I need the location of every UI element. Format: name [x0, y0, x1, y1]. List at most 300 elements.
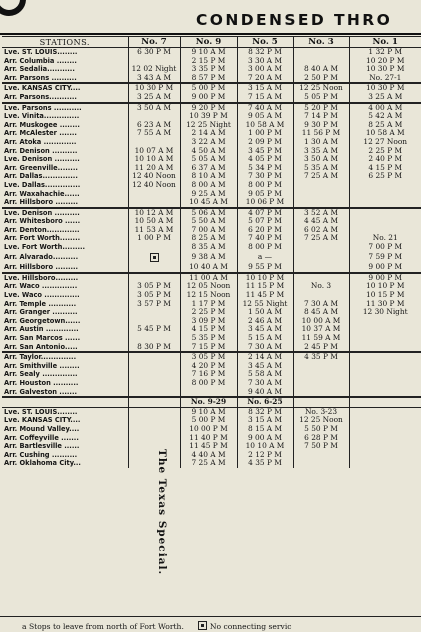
station-name: Arr. McAlester ....... — [4, 129, 77, 138]
time-cell: 7 30 A M — [237, 343, 293, 353]
time-cell: 10 10 P M — [237, 273, 293, 283]
time-cell: 10 39 P M — [180, 112, 237, 121]
time-cell: 4 45 A M — [293, 217, 349, 226]
table-row — [2, 172, 421, 181]
table-row — [2, 181, 421, 190]
section-header-cell: No. 9-29 — [180, 397, 237, 407]
time-cell: 4 40 A M — [180, 451, 237, 460]
time-cell — [128, 459, 180, 468]
time-cell — [128, 434, 180, 443]
time-cell: 10 06 P M — [237, 198, 293, 208]
time-cell: 5 00 P M — [180, 416, 237, 425]
time-cell: 5 50 A M — [180, 217, 237, 226]
time-cell — [128, 352, 180, 362]
time-cell: 2 50 P M — [293, 74, 349, 84]
time-cell: 5 50 P M — [293, 425, 349, 434]
table-row — [2, 343, 421, 353]
time-cell: 7 25 A M — [180, 459, 237, 468]
time-cell — [128, 263, 180, 273]
time-cell — [128, 370, 180, 379]
column-header: No. 3 — [293, 37, 349, 48]
time-cell: 9 00 P M — [349, 263, 421, 273]
time-cell: 8 45 A M — [293, 308, 349, 317]
table-row — [2, 434, 421, 443]
table-row — [2, 442, 421, 451]
time-cell: 9 25 A M — [180, 190, 237, 199]
table-row — [2, 93, 421, 103]
time-cell: 10 00 A M — [293, 317, 349, 326]
time-cell — [128, 308, 180, 317]
table-row — [2, 407, 421, 416]
time-cell: 6 37 A M — [180, 164, 237, 173]
time-cell: 5 05 P M — [293, 93, 349, 103]
time-cell — [349, 407, 421, 416]
table-row — [2, 263, 421, 273]
time-cell — [128, 138, 180, 147]
station-name: Arr. Parsons........... — [4, 92, 77, 101]
time-cell — [349, 379, 421, 388]
time-cell: 3 57 P M — [128, 300, 180, 309]
time-cell — [349, 416, 421, 425]
station-name: Lve. Parsons ........... — [2, 103, 128, 113]
time-cell: 10 10 P M — [349, 282, 421, 291]
time-cell — [293, 198, 349, 208]
station-name: Arr. Greenville........ — [4, 163, 78, 172]
time-cell — [128, 198, 180, 208]
table-row — [2, 300, 421, 309]
time-cell — [293, 388, 349, 398]
time-cell: 3 15 A M — [237, 83, 293, 93]
time-cell — [349, 442, 421, 451]
time-cell: 7 40 P M — [237, 234, 293, 243]
table-row — [2, 243, 421, 252]
time-cell: 11 45 P M — [237, 291, 293, 300]
texas-special-label: The Texas Special. — [156, 449, 168, 576]
time-cell: 3 43 A M — [128, 74, 180, 84]
time-cell — [128, 451, 180, 460]
station-name: Lve. Vinita.............. — [4, 112, 80, 121]
no-connection-icon — [150, 253, 159, 262]
time-cell: 9 55 P M — [237, 263, 293, 273]
station-name: Arr. Hillsboro ......... — [4, 263, 79, 272]
time-cell — [349, 352, 421, 362]
time-cell: 8 35 A M — [180, 243, 237, 252]
time-cell: 12 25 Night — [180, 121, 237, 130]
time-cell: 8 32 P M — [237, 407, 293, 416]
time-cell: 12 25 Noon — [293, 83, 349, 93]
time-cell: 7 00 A M — [180, 226, 237, 235]
time-cell: 2 45 P M — [293, 343, 349, 353]
time-cell: 3 45 A M — [237, 362, 293, 371]
time-cell: 12 27 Noon — [349, 138, 421, 147]
time-cell: No. 3-23 — [293, 407, 349, 416]
time-cell: 7 30 P M — [237, 172, 293, 181]
station-name: Arr. Denison .......... — [4, 146, 78, 155]
timetable — [2, 36, 421, 468]
time-cell: 3 35 P M — [180, 65, 237, 74]
time-cell: 10 20 P M — [349, 57, 421, 66]
table-row — [2, 65, 421, 74]
time-cell: 3 22 A M — [180, 138, 237, 147]
table-row — [2, 48, 421, 57]
station-name: Arr. Georgetown...... — [4, 316, 81, 325]
section-header-cell — [349, 397, 421, 407]
station-name: Arr. Sealy .............. — [4, 370, 78, 379]
time-cell: 7 50 P M — [293, 442, 349, 451]
time-cell: 9 10 A M — [180, 407, 237, 416]
station-name: Arr. Taylor.............. — [2, 352, 128, 362]
time-cell: 10 40 A M — [180, 263, 237, 273]
time-cell — [349, 217, 421, 226]
time-cell — [128, 112, 180, 121]
page-title: CONDENSED THRO — [196, 11, 393, 29]
column-header: No. 1 — [349, 37, 421, 48]
time-cell: 10 50 A M — [128, 217, 180, 226]
time-cell: 8 40 A M — [293, 65, 349, 74]
time-cell: 11 56 P M — [293, 129, 349, 138]
time-cell — [128, 57, 180, 66]
station-name: Arr. Sedalia........... — [4, 65, 75, 74]
time-cell: 5 05 A M — [180, 155, 237, 164]
table-row — [2, 291, 421, 300]
time-cell: 10 15 P M — [349, 291, 421, 300]
time-cell — [293, 190, 349, 199]
time-cell: 3 45 A M — [237, 325, 293, 334]
station-name: Arr. Muskogee ........ — [4, 120, 80, 129]
time-cell: 8 57 P M — [180, 74, 237, 84]
time-cell: 1 00 P M — [128, 234, 180, 243]
station-name: Arr. Whitesboro ...... — [4, 217, 81, 226]
time-cell: 4 15 P M — [349, 164, 421, 173]
time-cell: 5 20 P M — [293, 103, 349, 113]
time-cell: 10 07 A M — [128, 147, 180, 156]
time-cell: 10 10 A M — [128, 155, 180, 164]
table-row — [2, 147, 421, 156]
time-cell: 12 40 Noon — [128, 181, 180, 190]
time-cell — [349, 181, 421, 190]
station-name: Arr. Denton............. — [4, 225, 80, 234]
section-header-cell — [2, 397, 128, 407]
time-cell: 7 30 A M — [237, 379, 293, 388]
table-row — [2, 334, 421, 343]
time-cell: 11 00 A M — [180, 273, 237, 283]
time-cell — [128, 425, 180, 434]
time-cell: No. 21 — [349, 234, 421, 243]
station-name: Arr. Austin ............. — [4, 325, 79, 334]
time-cell — [349, 343, 421, 353]
table-row — [2, 83, 421, 93]
station-name: Arr. Mound Valley.... — [4, 424, 80, 433]
table-row — [2, 370, 421, 379]
table-row — [2, 208, 421, 218]
time-cell: 2 14 A M — [180, 129, 237, 138]
time-cell: 9 40 A M — [237, 388, 293, 398]
time-cell: 3 30 A M — [237, 57, 293, 66]
time-cell: 8 00 P M — [237, 181, 293, 190]
time-cell — [128, 252, 180, 264]
time-cell: 4 15 P M — [180, 325, 237, 334]
table-row — [2, 317, 421, 326]
time-cell — [349, 362, 421, 371]
time-cell — [128, 273, 180, 283]
time-cell — [128, 388, 180, 398]
time-cell: 12 15 Noon — [180, 291, 237, 300]
time-cell: 2 09 P M — [237, 138, 293, 147]
time-cell — [293, 370, 349, 379]
time-cell: 9 38 A M — [180, 252, 237, 264]
time-cell — [349, 334, 421, 343]
table-row — [2, 198, 421, 208]
station-name: Arr. San Marcos ...... — [4, 334, 81, 342]
footnote — [0, 616, 421, 632]
time-cell: 9 05 A M — [237, 112, 293, 121]
time-cell: 7 30 A M — [293, 300, 349, 309]
table-row — [2, 129, 421, 138]
time-cell: 7 14 P M — [293, 112, 349, 121]
time-cell: 1 17 P M — [180, 300, 237, 309]
time-cell: 1 50 A M — [237, 308, 293, 317]
table-row — [2, 325, 421, 334]
time-cell: 5 15 A M — [237, 334, 293, 343]
time-cell — [128, 379, 180, 388]
time-cell: 11 45 P M — [180, 442, 237, 451]
table-row — [2, 362, 421, 371]
station-name: Arr. Temple ........... — [4, 299, 77, 308]
time-cell: 8 10 A M — [180, 172, 237, 181]
time-cell: 12 25 Noon — [293, 416, 349, 425]
time-cell: 4 35 P M — [237, 459, 293, 468]
time-cell — [128, 407, 180, 416]
time-cell: 6 23 A M — [128, 121, 180, 130]
time-cell: 9 00 P M — [349, 273, 421, 283]
time-cell: 3 50 A M — [128, 103, 180, 113]
time-cell: 2 46 A M — [237, 317, 293, 326]
time-cell: 4 07 P M — [237, 208, 293, 218]
time-cell — [293, 181, 349, 190]
time-cell — [293, 263, 349, 273]
time-cell — [293, 243, 349, 252]
time-cell — [293, 379, 349, 388]
time-cell — [349, 425, 421, 434]
time-cell: 4 20 P M — [180, 362, 237, 371]
time-cell: 4 00 A M — [349, 103, 421, 113]
station-name: Arr. Columbia ........ — [4, 56, 77, 65]
time-cell: 12 40 Noon — [128, 172, 180, 181]
time-cell: 9 10 A M — [180, 48, 237, 57]
time-cell — [349, 459, 421, 468]
table-row — [2, 190, 421, 199]
time-cell — [293, 252, 349, 264]
time-cell: 3 05 P M — [180, 352, 237, 362]
time-cell: 12 30 Night — [349, 308, 421, 317]
time-cell: 7 20 A M — [237, 74, 293, 84]
time-cell: 3 05 P M — [128, 282, 180, 291]
time-cell: 9 00 P M — [180, 93, 237, 103]
station-name: Arr. Galveston ....... — [4, 387, 77, 396]
table-row — [2, 121, 421, 130]
title-rule — [0, 33, 421, 35]
station-name: Lve. KANSAS CITY.... — [2, 83, 128, 93]
footnote-text-1: a Stops to leave from north of Fort Worth. — [22, 622, 184, 631]
time-cell: 12 02 Night — [128, 65, 180, 74]
time-cell: 7 00 P M — [349, 243, 421, 252]
section-header-cell — [293, 397, 349, 407]
time-cell: 8 00 A M — [180, 181, 237, 190]
column-header: No. 9 — [180, 37, 237, 48]
station-name: Arr. Smithville ........ — [4, 361, 80, 370]
table-row — [2, 103, 421, 113]
time-cell — [128, 334, 180, 343]
station-name: Arr. Bartlesville ...... — [4, 442, 80, 451]
station-name: Arr. Fort Worth........ — [4, 234, 81, 243]
time-cell: 6 25 P M — [349, 172, 421, 181]
section-header-row — [2, 397, 421, 407]
time-cell — [128, 416, 180, 425]
station-name: Arr. San Antonio..... — [4, 342, 78, 351]
time-cell — [128, 442, 180, 451]
decorative-arc — [0, 0, 26, 16]
station-name: Lve. Dallas.............. — [4, 180, 81, 189]
table-row — [2, 138, 421, 147]
time-cell: 3 09 P M — [180, 317, 237, 326]
time-cell: 2 40 P M — [349, 155, 421, 164]
time-cell: 11 15 P M — [237, 282, 293, 291]
station-name: Arr. Granger .......... — [4, 308, 78, 317]
table-row — [2, 112, 421, 121]
station-name: Lve. ST. LOUIS........ — [4, 407, 78, 416]
time-cell: 3 52 A M — [293, 208, 349, 218]
time-cell: 10 58 A M — [349, 129, 421, 138]
station-name: Arr. Dallas.............. — [4, 172, 78, 181]
time-cell: 7 15 A M — [237, 93, 293, 103]
time-cell — [349, 226, 421, 235]
station-name: Lve. Waco .............. — [4, 291, 80, 300]
time-cell: 7 25 A M — [293, 234, 349, 243]
section-header-cell: No. 6-25 — [237, 397, 293, 407]
table-row — [2, 416, 421, 425]
time-cell: 10 30 P M — [349, 83, 421, 93]
time-cell: 7 59 P M — [349, 252, 421, 264]
time-cell: 7 15 P M — [180, 343, 237, 353]
section-header-cell — [128, 397, 180, 407]
time-cell: 10 10 A M — [237, 442, 293, 451]
time-cell — [293, 451, 349, 460]
time-cell — [349, 434, 421, 443]
time-cell: 4 35 P M — [293, 352, 349, 362]
station-name: Lve. Denison .......... — [2, 208, 128, 218]
station-name: Arr. Hillsboro ......... — [4, 198, 79, 207]
time-cell: 1 32 P M — [349, 48, 421, 57]
time-cell: 11 20 A M — [128, 164, 180, 173]
time-cell: 5 35 A M — [293, 164, 349, 173]
table-row — [2, 425, 421, 434]
table-row — [2, 459, 421, 468]
time-cell: 11 59 A M — [293, 334, 349, 343]
table-row — [2, 379, 421, 388]
station-name: Lve. Fort Worth......... — [4, 243, 86, 252]
time-cell: 10 45 A M — [180, 198, 237, 208]
time-cell: 6 20 P M — [237, 226, 293, 235]
station-name: Lve. KANSAS CITY.... — [4, 416, 81, 425]
time-cell: 6 02 A M — [293, 226, 349, 235]
time-cell: 12 55 Night — [237, 300, 293, 309]
time-cell — [128, 190, 180, 199]
station-name: Lve. Denison .......... — [4, 155, 80, 164]
time-cell: No. 27-1 — [349, 74, 421, 84]
table-row — [2, 74, 421, 84]
time-cell: 3 25 A M — [128, 93, 180, 103]
time-cell: 10 12 A M — [128, 208, 180, 218]
time-cell: 8 15 A M — [237, 425, 293, 434]
table-row — [2, 234, 421, 243]
time-cell: 9 05 P M — [237, 190, 293, 199]
time-cell: 2 25 P M — [180, 308, 237, 317]
station-name: Arr. Alvarado.......... — [4, 252, 79, 262]
time-cell: 5 45 P M — [128, 325, 180, 334]
time-cell — [293, 48, 349, 57]
table-row — [2, 282, 421, 291]
station-name: Arr. Oklahoma City... — [4, 459, 81, 468]
station-name: Lve. Hillsboro......... — [2, 273, 128, 283]
time-cell: 5 34 P M — [237, 164, 293, 173]
time-cell: 6 30 P M — [128, 48, 180, 57]
table-row — [2, 57, 421, 66]
table-row — [2, 164, 421, 173]
time-cell: 3 50 A M — [293, 155, 349, 164]
time-cell: 3 15 A M — [237, 416, 293, 425]
time-cell: 8 00 P M — [237, 243, 293, 252]
table-row — [2, 155, 421, 164]
station-name: Arr. Coffeyville ....... — [4, 433, 79, 442]
time-cell: a — — [237, 252, 293, 264]
time-cell: 3 00 A M — [237, 65, 293, 74]
time-cell: 5 07 P M — [237, 217, 293, 226]
time-cell: 3 35 A M — [293, 147, 349, 156]
time-cell — [128, 362, 180, 371]
table-row — [2, 308, 421, 317]
time-cell: 8 25 A M — [349, 121, 421, 130]
time-cell: 1 00 P M — [237, 129, 293, 138]
time-cell — [349, 388, 421, 398]
footnote-text-2: No connecting servic — [209, 622, 292, 631]
time-cell: 3 05 P M — [128, 291, 180, 300]
time-cell: 8 00 P M — [180, 379, 237, 388]
time-cell: 1 30 A M — [293, 138, 349, 147]
time-cell: No. 3 — [293, 282, 349, 291]
time-cell — [293, 362, 349, 371]
column-header: No. 7 — [128, 37, 180, 48]
column-header: No. 5 — [237, 37, 293, 48]
time-cell — [293, 291, 349, 300]
time-cell: 7 40 A M — [237, 103, 293, 113]
station-name: Arr. Waxahachie...... — [4, 189, 80, 198]
time-cell — [349, 208, 421, 218]
time-cell — [293, 57, 349, 66]
time-cell: 11 30 P M — [349, 300, 421, 309]
time-cell — [128, 243, 180, 252]
time-cell: 5 58 A M — [237, 370, 293, 379]
time-cell: 12 05 Noon — [180, 282, 237, 291]
time-cell — [349, 198, 421, 208]
time-cell — [293, 459, 349, 468]
time-cell: 8 30 P M — [128, 343, 180, 353]
column-header-row — [2, 37, 421, 48]
time-cell: 2 14 A M — [237, 352, 293, 362]
time-cell: 7 25 A M — [293, 172, 349, 181]
time-cell — [128, 317, 180, 326]
station-name: Arr. Cushing .......... — [4, 450, 78, 459]
time-cell: 9 30 P M — [293, 121, 349, 130]
